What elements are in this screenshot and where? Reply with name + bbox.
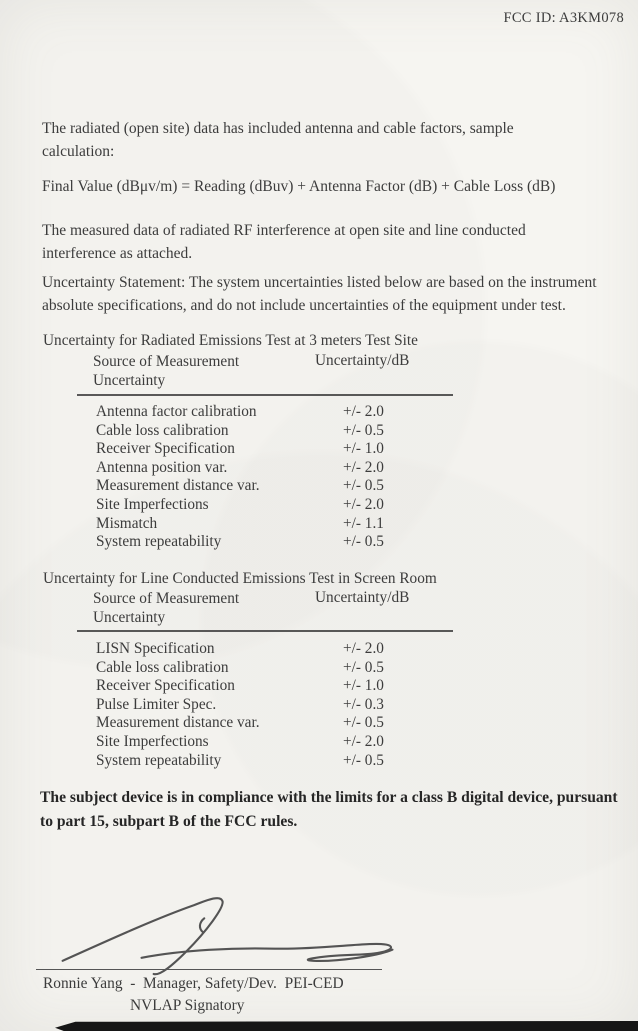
row-uncertainty-value: +/- 0.5 xyxy=(343,421,384,439)
source-header-line2: Uncertainty xyxy=(93,609,166,626)
row-uncertainty-value: +/- 0.5 xyxy=(343,751,384,769)
conducted-table-rows xyxy=(0,640,638,770)
row-uncertainty-value: +/- 0.5 xyxy=(343,477,384,495)
radiated-table-title: Uncertainty for Radiated Emissions Test at 3 meters Test Site xyxy=(43,332,418,349)
signature-rule xyxy=(36,969,382,970)
table-row xyxy=(0,659,638,678)
radiated-table-source-header xyxy=(93,352,313,390)
conducted-table-source-header xyxy=(93,589,313,627)
row-uncertainty-value: +/- 2.0 xyxy=(343,495,384,513)
row-uncertainty-value: +/- 2.0 xyxy=(343,732,384,750)
row-uncertainty-value: +/- 0.5 xyxy=(343,714,384,732)
paragraph-measured-data: The measured data of radiated RF interference at open site and line conducted interference as attached. xyxy=(42,222,526,262)
table-row xyxy=(0,640,638,659)
row-source-label: LISN Specification xyxy=(96,640,215,657)
radiated-table-rows xyxy=(0,403,638,552)
table-row xyxy=(0,477,638,496)
row-source-label: Cable loss calibration xyxy=(96,421,229,439)
table-row xyxy=(0,696,638,715)
table-row xyxy=(0,515,638,534)
source-header-line2: Uncertainty xyxy=(93,372,166,389)
row-source-label: Antenna position var. xyxy=(96,458,228,476)
row-source-label: Measurement distance var. xyxy=(96,714,260,732)
source-header-line1: Source of Measurement xyxy=(93,353,240,370)
formula-line: Final Value (dBμv/m) = Reading (dBuv) + Antenna Factor (dB) + Cable Loss (dB) xyxy=(42,178,556,195)
row-source-label: Cable loss calibration xyxy=(96,658,229,676)
row-source-label: Receiver Specification xyxy=(96,440,235,458)
row-source-label: System repeatability xyxy=(96,751,222,769)
table-row xyxy=(0,496,638,515)
row-source-label: Measurement distance var. xyxy=(96,477,260,495)
table-row xyxy=(0,440,638,459)
conducted-table-title: Uncertainty for Line Conducted Emissions Test in Screen Room xyxy=(43,570,437,587)
row-uncertainty-value: +/- 2.0 xyxy=(343,458,384,476)
row-source-label: Site Imperfections xyxy=(96,495,209,513)
table-row xyxy=(0,459,638,478)
row-source-label: Antenna factor calibration xyxy=(96,403,257,420)
row-source-label: Mismatch xyxy=(96,514,158,532)
row-uncertainty-value: +/- 1.0 xyxy=(343,677,384,695)
scan-edge-artifact-bar xyxy=(55,1021,638,1031)
row-source-label: Receiver Specification xyxy=(96,677,235,695)
table-row xyxy=(0,422,638,441)
source-header-line1: Source of Measurement xyxy=(93,590,240,607)
paragraph-uncertainty-statement: Uncertainty Statement: The system uncertainties listed below are based on the instrument absolute specifications, and do not include uncertainties of the equipment under test. xyxy=(42,274,597,314)
row-uncertainty-value: +/- 0.5 xyxy=(343,533,384,551)
paragraph-radiated-data: The radiated (open site) data has included antenna and cable factors, sample calculation: xyxy=(42,120,514,160)
row-uncertainty-value: +/- 2.0 xyxy=(343,403,384,420)
table-row xyxy=(0,714,638,733)
row-uncertainty-value: +/- 2.0 xyxy=(343,640,384,657)
row-uncertainty-value: +/- 0.3 xyxy=(343,695,384,713)
row-source-label: Pulse Limiter Spec. xyxy=(96,695,217,713)
signature-scribble xyxy=(52,891,397,977)
row-uncertainty-value: +/- 0.5 xyxy=(343,658,384,676)
table-row xyxy=(0,733,638,752)
radiated-table-header-rule xyxy=(77,394,453,396)
row-uncertainty-value: +/- 1.0 xyxy=(343,440,384,458)
table-row xyxy=(0,403,638,422)
row-source-label: System repeatability xyxy=(96,533,222,551)
table-row xyxy=(0,752,638,771)
conducted-table-value-header: Uncertainty/dB xyxy=(315,589,410,606)
conducted-table-header-rule xyxy=(77,630,453,632)
compliance-statement: The subject device is in compliance with the limits for a class B digital device, pursuant to part 15, subpart B of the FCC rules. xyxy=(40,789,618,830)
table-row xyxy=(0,677,638,696)
row-source-label: Site Imperfections xyxy=(96,732,209,750)
fcc-id-label: FCC ID: A3KM078 xyxy=(503,10,624,26)
signatory-title-line: NVLAP Signatory xyxy=(130,997,245,1014)
signatory-name-line: Ronnie Yang - Manager, Safety/Dev. PEI-CED xyxy=(43,975,344,992)
row-uncertainty-value: +/- 1.1 xyxy=(343,514,384,532)
radiated-table-value-header: Uncertainty/dB xyxy=(315,352,410,369)
table-row xyxy=(0,533,638,552)
